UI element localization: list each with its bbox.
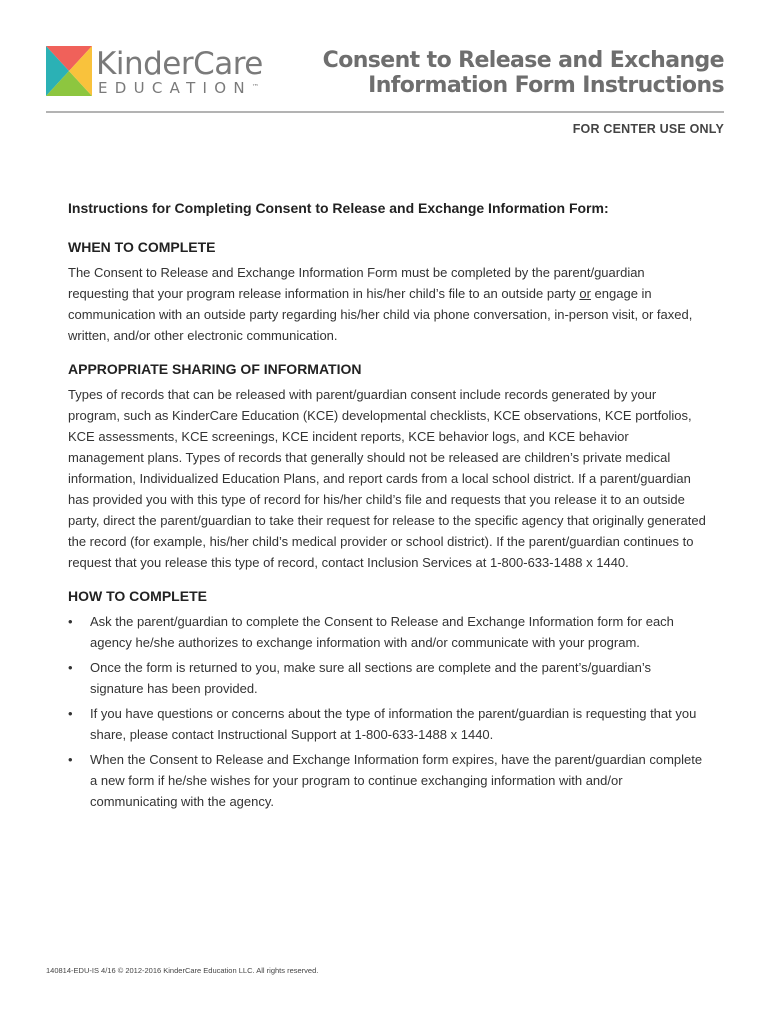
when-to-complete-text: The Consent to Release and Exchange Information Form must be completed by the parent/guardian requesting that your program release information in his/her child’s file to an outside party or engage in communication with an outside party regarding his/her child via phone conversation, in-person visit, or faxed, written, and/or other electronic communication. — [68, 265, 693, 343]
document-title-line-1: Consent to Release and Exchange — [322, 48, 724, 73]
document-title — [323, 48, 724, 98]
bullet-icon: • — [68, 660, 73, 675]
how-to-complete-list — [68, 611, 708, 812]
emphasized-or: or — [579, 286, 591, 301]
document-title-line-2: Information Form Instructions — [368, 73, 724, 98]
logo-wordmark: KinderCare — [96, 46, 263, 82]
bullet-icon: • — [68, 752, 73, 767]
logo-subtitle: EDUCATION™ — [98, 79, 259, 97]
appropriate-sharing-text: Types of records that can be released with parent/guardian consent include records generated by your program, such as KinderCare Education (KCE) developmental checklists, KCE observations, KCE portfolios, KCE assessments, KCE screenings, KCE incident reports, KCE behavior logs, and KCE behavior management plans. Types of records that generally should not be released are children’s private medical information, Individualized Education Plans, and report cards from a local school district. If a parent/guardian has provided you with this type of record for his/her child’s file and requests that you release it to an outside party, direct the parent/guardian to take their request for release to the specific agency that originally generated the record (for example, his/her child’s medical provider or school district). If the parent/guardian continues to request that you release this type of record, contact Inclusion Services at 1-800-633-1488 x 1440. — [68, 387, 706, 570]
center-use-label: FOR CENTER USE ONLY — [572, 122, 724, 136]
footer-copyright: 140814-EDU-IS 4/16 © 2012-2016 KinderCare Education LLC. All rights reserved. — [46, 966, 319, 975]
list-item: • When the Consent to Release and Exchange Information form expires, have the parent/guardian complete a new form if he/she wishes for your program to continue exchanging information with and/or communicating with the agency. — [68, 749, 708, 812]
appropriate-sharing-heading: APPROPRIATE SHARING OF INFORMATION — [68, 361, 362, 377]
list-item: • Ask the parent/guardian to complete the Consent to Release and Exchange Information form for each agency he/she authorizes to exchange information with and/or communicate with your program. — [68, 611, 708, 653]
when-to-complete-heading: WHEN TO COMPLETE — [68, 239, 216, 255]
list-item: • If you have questions or concerns about the type of information the parent/guardian is requesting that you share, please contact Instructional Support at 1-800-633-1488 x 1440. — [68, 703, 708, 745]
bullet-icon: • — [68, 614, 73, 629]
intro-heading: Instructions for Completing Consent to Release and Exchange Information Form: — [68, 200, 609, 216]
trademark-symbol: ™ — [251, 83, 259, 91]
header-divider — [46, 111, 724, 113]
kindercare-logo-mark — [46, 46, 92, 96]
how-to-complete-heading: HOW TO COMPLETE — [68, 588, 207, 604]
list-item: • Once the form is returned to you, make sure all sections are complete and the parent’s/guardian’s signature has been provided. — [68, 657, 708, 699]
kindercare-logo — [46, 46, 286, 98]
bullet-icon: • — [68, 706, 73, 721]
instructions-body — [68, 199, 708, 816]
